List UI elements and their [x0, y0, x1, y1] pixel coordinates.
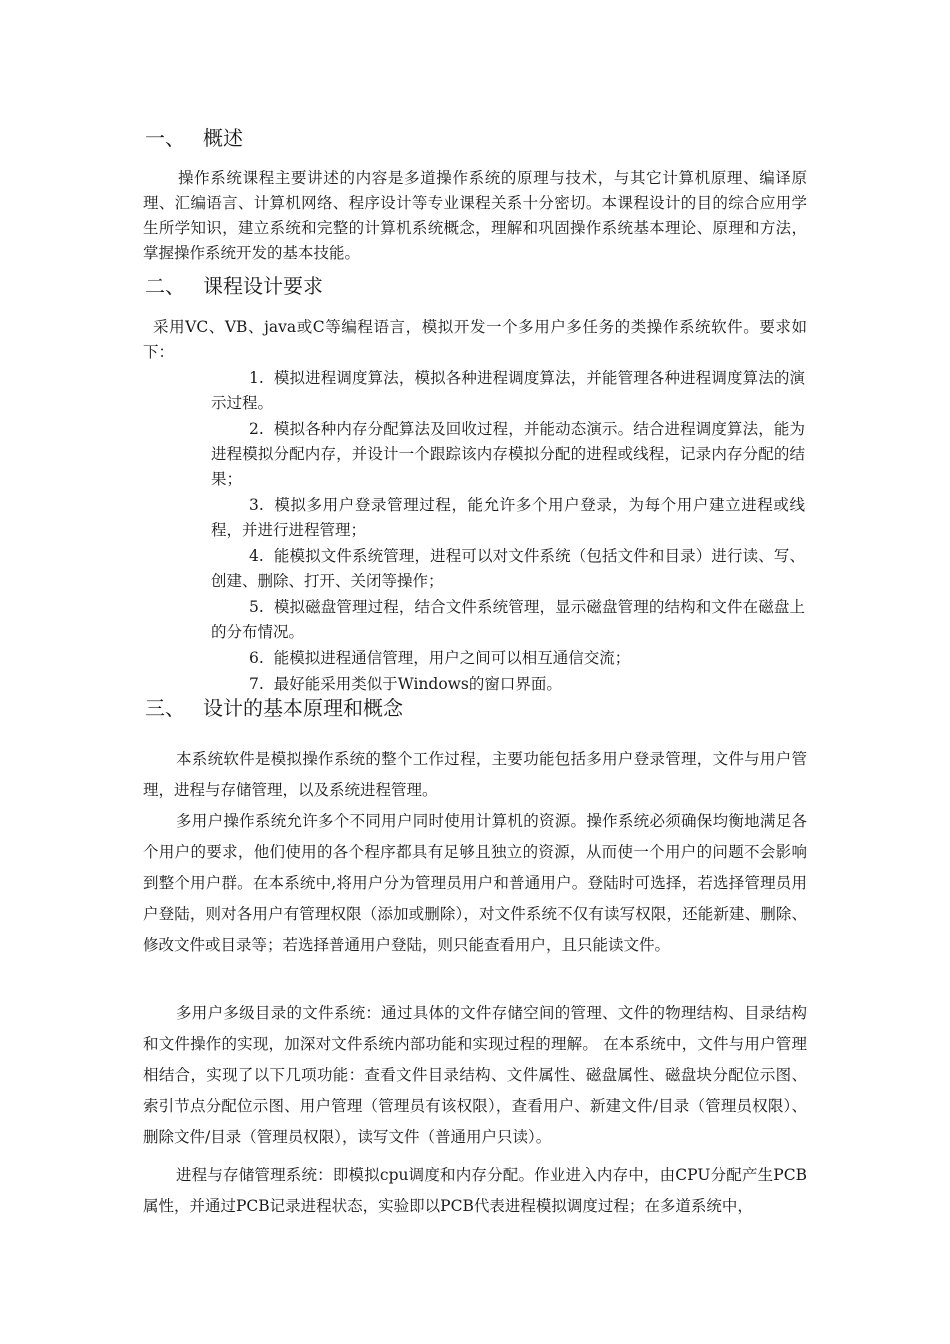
list-item: 1. 模拟进程调度算法，模拟各种进程调度算法，并能管理各种进程调度算法的演示过程。 [211, 369, 805, 412]
section-heading-principles [145, 694, 403, 722]
list-item: 4. 能模拟文件系统管理，进程可以对文件系统（包括文件和目录）进行读、写、创建、删除、打开、关闭等操作； [211, 547, 805, 590]
section-heading-requirements [145, 272, 323, 300]
principles-paragraph-1: 本系统软件是模拟操作系统的整个工作过程，主要功能包括多用户登录管理，文件与用户管理，进程与存储管理，以及系统进程管理。 [143, 750, 807, 799]
section-title: 设计的基本原理和概念 [203, 696, 403, 720]
section-heading-overview [145, 124, 243, 152]
requirements-intro: 采用VC、VB、java或C等编程语言，模拟开发一个多用户多任务的类操作系统软件。要求如下： [143, 318, 807, 361]
list-item: 5. 模拟磁盘管理过程，结合文件系统管理，显示磁盘管理的结构和文件在磁盘上的分布情况。 [211, 598, 805, 641]
requirements-list [211, 366, 805, 698]
list-item: 6. 能模拟进程通信管理，用户之间可以相互通信交流； [249, 649, 631, 667]
section-number: 二、 [145, 274, 185, 298]
principles-paragraph-4: 进程与存储管理系统：即模拟cpu调度和内存分配。作业进入内存中，由CPU分配产生PCB属性，并通过PCB记录进程状态，实验即以PCB代表进程模拟调度过程；在多道系统中， [143, 1166, 807, 1215]
section-number: 三、 [145, 696, 185, 720]
list-item: 2. 模拟各种内存分配算法及回收过程，并能动态演示。结合进程调度算法，能为进程模拟分配内存，并设计一个跟踪该内存模拟分配的进程或线程，记录内存分配的结果； [211, 420, 805, 488]
section-title: 概述 [203, 126, 243, 150]
section-number: 一、 [145, 126, 185, 150]
list-item: 7. 最好能采用类似于Windows的窗口界面。 [249, 675, 562, 693]
principles-paragraph-3: 多用户多级目录的文件系统：通过具体的文件存储空间的管理、文件的物理结构、目录结构和文件操作的实现，加深对文件系统内部功能和实现过程的理解。 在本系统中，文件与用户管理相结合，实现了以下几项功能：查看文件目录结构、文件属性、磁盘属性、磁盘块分配位示图、索引节点分配位示图、用户管理（管理员有该权限），查看用户、新建文件/目录（管理员权限）、删除文件/目录（管理员权限），读写文件（普通用户只读）。 [143, 1004, 807, 1146]
list-item: 3. 模拟多用户登录管理过程，能允许多个用户登录，为每个用户建立进程或线程，并进行进程管理； [211, 496, 805, 539]
principles-paragraph-2: 多用户操作系统允许多个不同用户同时使用计算机的资源。操作系统必须确保均衡地满足各个用户的要求，他们使用的各个程序都具有足够且独立的资源，从而使一个用户的问题不会影响到整个用户群。在本系统中,将用户分为管理员用户和普通用户。登陆时可选择，若选择管理员用户登陆，则对各用户有管理权限（添加或删除），对文件系统不仅有读写权限，还能新建、删除、修改文件或目录等；若选择普通用户登陆，则只能查看用户，且只能读文件。 [143, 812, 807, 954]
section-title: 课程设计要求 [203, 274, 323, 298]
overview-paragraph: 操作系统课程主要讲述的内容是多道操作系统的原理与技术，与其它计算机原理、编译原理、汇编语言、计算机网络、程序设计等专业课程关系十分密切。本课程设计的目的综合应用学生所学知识，建立系统和完整的计算机系统概念，理解和巩固操作系统基本理论、原理和方法，掌握操作系统开发的基本技能。 [143, 169, 807, 262]
